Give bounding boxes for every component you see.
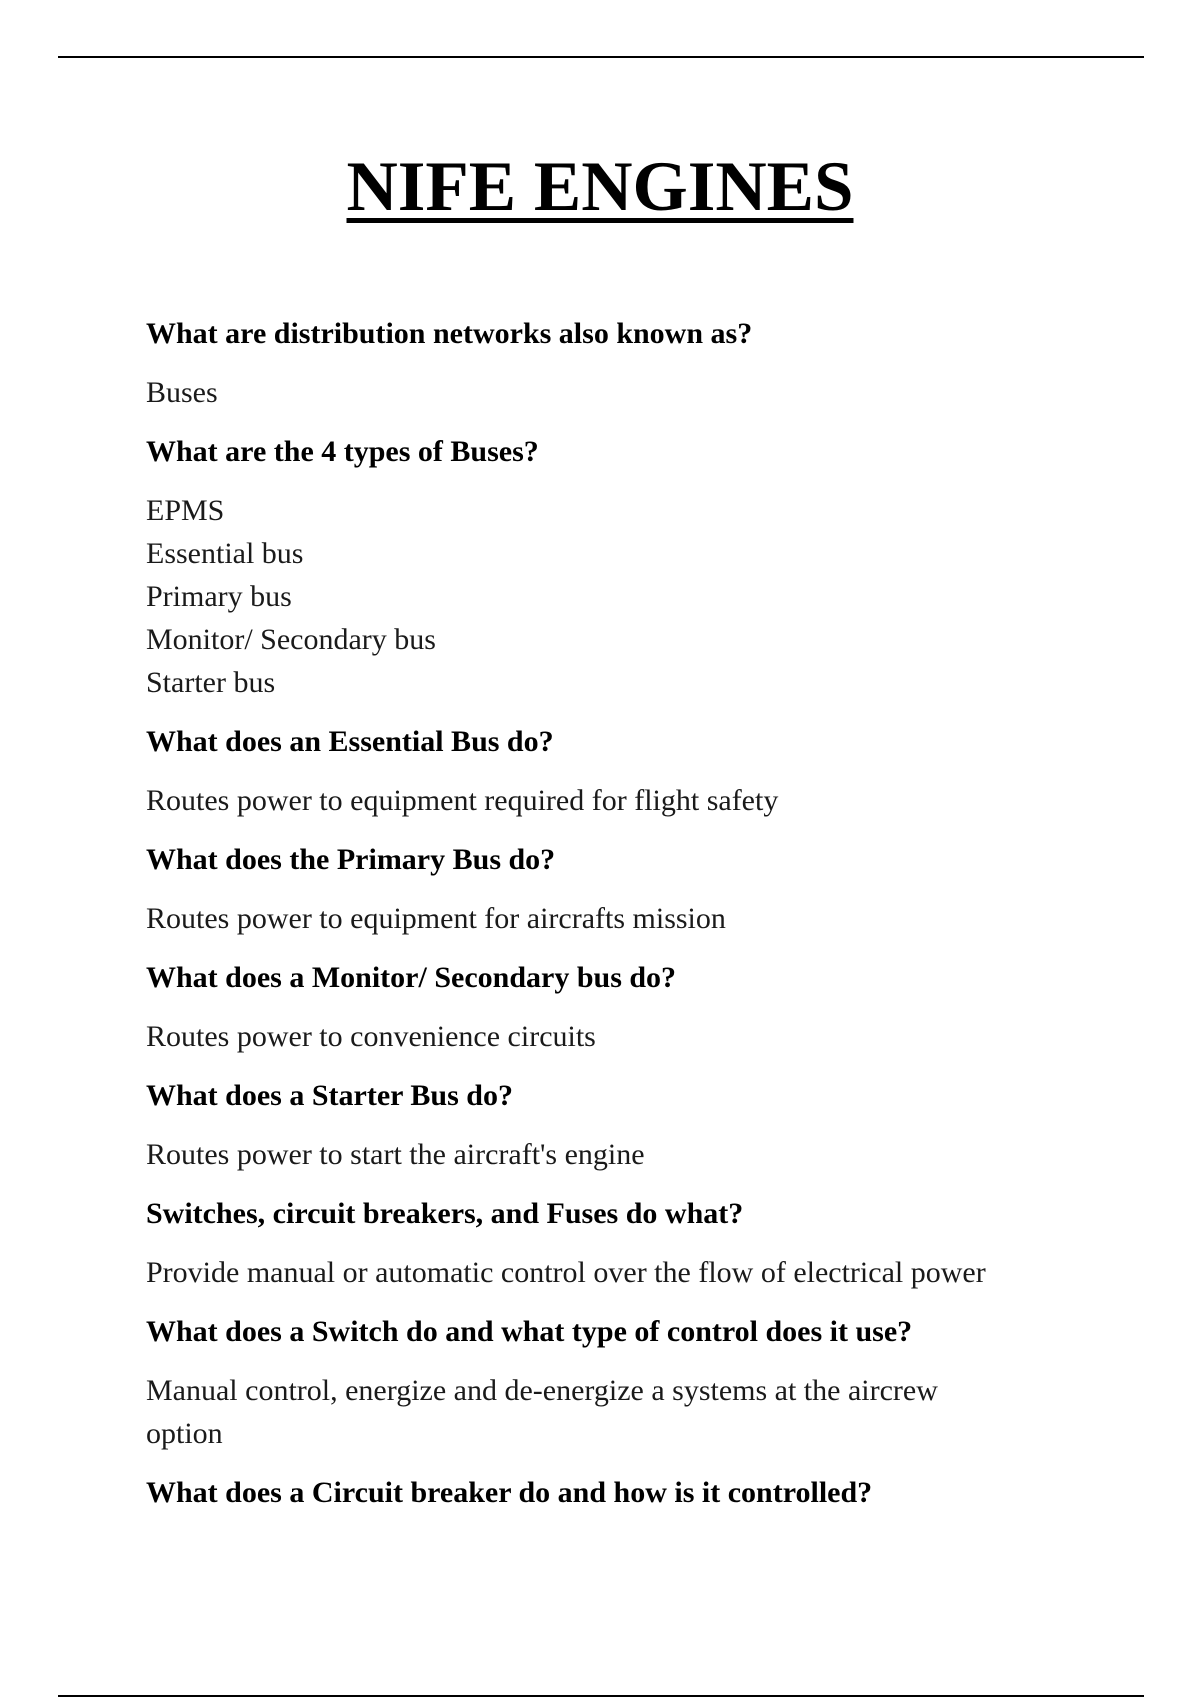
qa-item	[146, 1471, 1086, 1514]
question: What does a Switch do and what type of control does it use?	[146, 1315, 913, 1348]
answer	[146, 779, 1086, 822]
answer-line: Essential bus	[146, 537, 304, 570]
answer-line: Routes power to convenience circuits	[146, 1020, 596, 1053]
question: What does the Primary Bus do?	[146, 843, 556, 876]
question: Switches, circuit breakers, and Fuses do what?	[146, 1197, 744, 1230]
qa-item	[146, 1192, 1086, 1294]
qa-item	[146, 312, 1086, 414]
answer-line: Routes power to equipment for aircrafts mission	[146, 902, 726, 935]
answer	[146, 1015, 1086, 1058]
answer-line: Buses	[146, 376, 218, 409]
qa-item	[146, 720, 1086, 822]
answer-line: Routes power to start the aircraft's engine	[146, 1138, 645, 1171]
qa-item	[146, 838, 1086, 940]
question: What does a Monitor/ Secondary bus do?	[146, 961, 677, 994]
answer	[146, 897, 1086, 940]
answer-line: Provide manual or automatic control over the flow of electrical power	[146, 1256, 986, 1289]
page-title: NIFE ENGINES	[346, 148, 854, 226]
qa-item	[146, 430, 1086, 704]
question: What are the 4 types of Buses?	[146, 435, 539, 468]
answer-line: Routes power to equipment required for flight safety	[146, 784, 779, 817]
answer	[146, 489, 1086, 704]
qa-list	[146, 312, 1086, 1530]
top-rule	[58, 56, 1144, 58]
question: What does an Essential Bus do?	[146, 725, 554, 758]
answer-line: Monitor/ Secondary bus	[146, 623, 436, 656]
answer-line: option	[146, 1417, 223, 1450]
question: What does a Circuit breaker do and how is it controlled?	[146, 1476, 873, 1509]
qa-item	[146, 1074, 1086, 1176]
qa-item	[146, 1310, 1086, 1455]
question: What are distribution networks also known as?	[146, 317, 753, 350]
qa-item	[146, 956, 1086, 1058]
answer	[146, 1369, 1086, 1455]
answer	[146, 1251, 1086, 1294]
bottom-rule	[58, 1695, 1144, 1697]
answer-line: Starter bus	[146, 666, 276, 699]
answer-line: Manual control, energize and de-energize a systems at the aircrew	[146, 1374, 938, 1407]
question: What does a Starter Bus do?	[146, 1079, 513, 1112]
answer	[146, 1133, 1086, 1176]
answer-line: Primary bus	[146, 580, 292, 613]
answer-line: EPMS	[146, 494, 225, 527]
answer	[146, 371, 1086, 414]
